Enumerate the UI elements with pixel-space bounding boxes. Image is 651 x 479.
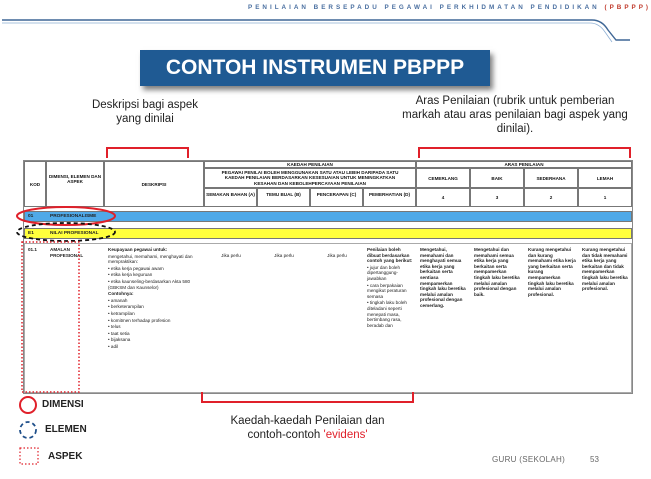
- dimensi-code: 01: [28, 214, 34, 219]
- col-kaedah-header: KAEDAH PENILAIAN: [204, 161, 416, 168]
- aspek-box: [22, 242, 79, 392]
- kaedah-d-cell: Penilaian boleh dibuat berdasarkan contoh yang berikut: • jujur dan boleh dipertanggung-jawabkan • cara berpakaian mengikut peraturan semasa • tingkah laku boleh diteladani seperti menepati masa, bertimbang rasa, beradab dan: [367, 247, 413, 328]
- kaedah-a-cell: Jika perlu: [221, 253, 241, 258]
- kaedah-bracket: [202, 392, 413, 402]
- kaedah-note: Kaedah-kaedah Penilaian dan contoh-contoh 'evidens': [230, 415, 385, 441]
- footer-school: GURU (SEKOLAH): [492, 455, 566, 464]
- col-dimensi-header: DIMENSI, ELEMEN DAN ASPEK: [46, 161, 104, 207]
- aras-col-lemah: LEMAH: [578, 168, 632, 188]
- aras-score-2: 2: [524, 188, 578, 207]
- kaedah-b-cell: Jika perlu: [274, 253, 294, 258]
- dimensi-label: PROFESIONALISME: [50, 214, 97, 219]
- legend-elemen-icon: [20, 422, 36, 438]
- col-kod-header: KOD: [24, 161, 46, 207]
- header-title: PENILAIAN BERSEPADU PEGAWAI PERKHIDMATAN PENDIDIKAN (PBPPP): [248, 4, 651, 11]
- aras-col-sederhana: SEDERHANA: [524, 168, 578, 188]
- legend-elemen-label: ELEMEN: [45, 424, 87, 435]
- kaedah-c-cell: Jika perlu: [327, 253, 347, 258]
- aras-bracket: [419, 148, 630, 158]
- col-deskripsi-header: DESKRIPSI: [104, 161, 204, 207]
- elemen-code: E1: [28, 231, 34, 236]
- legend-dimensi-label: DIMENSI: [42, 399, 84, 410]
- slide-title: CONTOH INSTRUMEN PBPPP: [140, 50, 490, 86]
- aras-lemah-cell: Kurang mengetahui dan tidak memahami etika kerja yang berkaitan dan tidak mempamerkan tingkah laku beretika melalui amalan profesional.: [582, 247, 628, 292]
- page-number: 53: [590, 455, 599, 464]
- desc-bracket: [107, 148, 188, 158]
- aspek-code: 01.1: [28, 247, 37, 252]
- col-kaedah-subheader: PEGAWAI PENILAI BOLEH MENGGUNAKAN SATU ATAU LEBIH DARIPADA SATU KAEDAH PENILAIAN BERDASARKAN KESESUAIAN UNTUK MENINGKATKAN KESAHAN DAN KEBOLEHPERCAYAAN PENILAIAN: [204, 168, 416, 188]
- deskripsi-cell: Keupayaan pegawai untuk: mengetahui, memahami, menghayati dan mempraktikan: • etika kerja pegawai awam • etika kerja keguruan • etika kaunseling-berdasarkan Akta 580 (GBKSM dan Kaunselor) Contohnya: • amanah • berketerampilan • ketrampilan • komitmen terhadap profesion • telus • taat setia • bijaksana • adil: [108, 247, 193, 349]
- aras-sederhana-cell: Kurang mengetahui dan kurang memahami etika kerja yang berkaitan serta kurang mempamerkan tingkah laku beretika melalui amalan profesional.: [528, 247, 576, 297]
- aras-col-cemerlang: CEMERLANG: [416, 168, 470, 188]
- aras-baik-cell: Mengetahui dan memahami semua etika kerja yang berkaitan serta mempamerkan tingkah laku beretika melalui amalan profesional dengan baik.: [474, 247, 520, 297]
- aras-score-4: 4: [416, 188, 470, 207]
- col-aras-header: ARAS PENILAIAN: [416, 161, 632, 168]
- dimensi-ellipse: [17, 207, 115, 225]
- kaedah-col-d: PEMERHATIAN (D): [363, 188, 416, 207]
- aras-col-baik: BAIK: [470, 168, 524, 188]
- legend-aspek-icon: [20, 448, 38, 464]
- aras-cemerlang-cell: Mengetahui, memahami dan menghayati semua etika kerja yang berkaitan serta sentiasa mempamerkan tingkah laku beretika melalui amalan profesional dengan cemerlang.: [420, 247, 466, 308]
- header-abbr: (PBPPP): [604, 4, 651, 11]
- legend-dimensi-icon: [20, 397, 36, 413]
- kaedah-col-a: SEMAKAN BAHAN (A): [204, 188, 257, 207]
- elemen-label: NILAI PROFESIONAL: [50, 231, 99, 236]
- kaedah-col-c: PENCERAPAN (C): [310, 188, 363, 207]
- legend-aspek-label: ASPEK: [48, 451, 83, 462]
- desc-note: Deskripsi bagi aspek yang dinilai: [91, 99, 199, 125]
- aspek-label: AMALAN PROFESIONAL: [50, 247, 84, 258]
- aras-note: Aras Penilaian (rubrik untuk pemberian markah atau aras penilaian bagi aspek yang dinilai).: [402, 95, 628, 135]
- aras-score-3: 3: [470, 188, 524, 207]
- aras-score-1: 1: [578, 188, 632, 207]
- kaedah-col-b: TEMU BUAL (B): [257, 188, 310, 207]
